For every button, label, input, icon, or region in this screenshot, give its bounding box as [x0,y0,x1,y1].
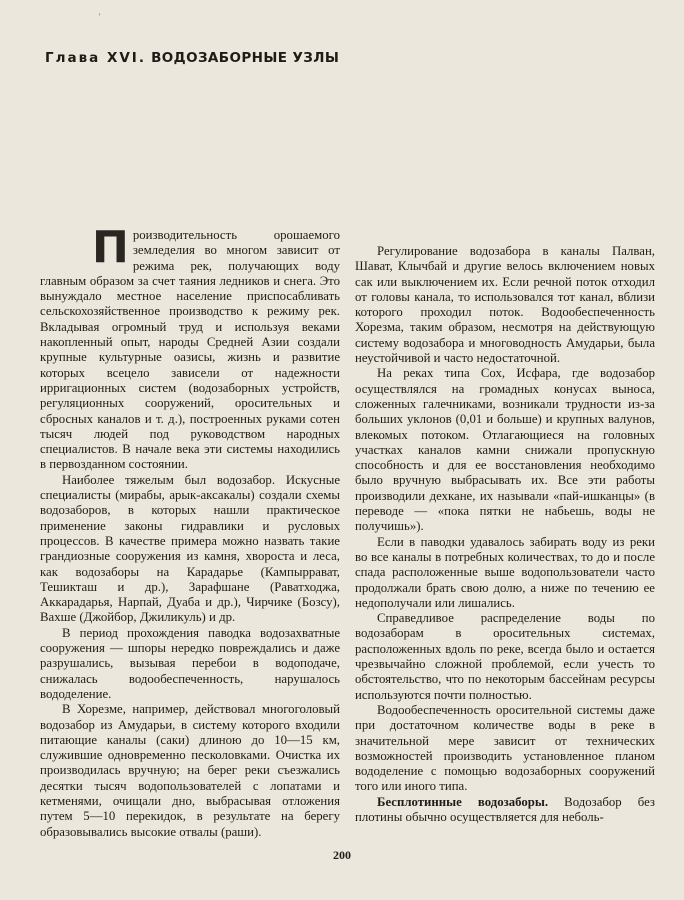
left-column [40,222,340,840]
paragraph: Справедливое распределение воды по водозаборам в оросительных системах, расположенных вдоль по реке, всегда было и остается чрезвычайно сложной проблемой, если учесть то обстоятельство, что по некоторым бассейнам ресурсы используются почти полностью. [355,611,655,702]
paragraph: Если в паводки удавалось забирать воду из реки во все каналы в потребных количествах, то до и после спада расположенные выше водопользователи часто продолжали брать свою долю, а ниже по течению ее недополучали или лишались. [355,534,655,610]
paragraph-text: Водозабор без плотины обычно осуществляется для неболь- [355,794,655,824]
paragraph: Наиболее тяжелым был водозабор. Искусные специалисты (мирабы, арык-аксакалы) создали схемы водозаборов, в которых нашли практическое применение законы гидравлики и русловых процессов. В качестве примера можно назвать такие грандиозные сооружения из камня, хвороста и леса, как водозаборы на Карадарье (Кампыррават, Тешикташ и др.), Зарафшане (Раватходжа, Аккарадарья, Нарпай, Дуаба и др.), Чирчике (Бозсу), Вахше (Джойбор, Джиликуль) и др. [40,472,340,625]
chapter-label: Глава XVI. [45,50,146,66]
chapter-title: ВОДОЗАБОРНЫЕ УЗЛЫ [151,50,340,66]
paragraph: На реках типа Сох, Исфара, где водозабор осуществлялся на громадных конусах выноса, сложенных галечниками, возникали трудности из-за больших уклонов (0,01 и больше) и крупных валунов, влекомых потоком. Отлагающиеся на головных участках каналов камни снижали пропускную способность и для ее восстановления необходимо было вручную выбрасывать их. Все эти работы производили дехкане, их называли «пай-ишканцы» (в переводе — «пока пятки не набьешь, воды не получишь»). [355,366,655,534]
section-subheading: Бесплотинные водозаборы. [377,794,549,809]
paragraph: Водообеспеченность оросительной системы даже при достаточном количестве воды в реке в значительной мере зависит от технических возможностей производить установленное планом вододеление с помощью водозаборных сооружений того или иного типа. [355,702,655,794]
drop-cap-letter: П [92,222,129,273]
page-number: 200 [333,848,351,862]
right-column [355,244,655,825]
paragraph [355,795,655,826]
paragraph [40,222,340,473]
paragraph: В период прохождения паводка водозахватные сооружения — шпоры нередко повреждались и даже разрушались, вызывая перебои в водоподаче, снижалась водообеспеченность, нарушалось вододеление. [40,625,340,701]
paragraph-text: роизводительность орошаемого земледелия во многом зависит от режима рек, получающих воду главным образом за счет таяния ледников и снега. Это вынуждало местное население приспосабливать сельскохозяйственное производство к режиму рек. Вкладывая огромный труд и используя веками накопленный опыт, народы Средней Азии создали крупные культурные оазисы, жизнь и развитие которых всецело зависели от надежности ирригационных систем (водозаборных устройств, регуляционных сооружений, оросительных и сбросных каналов и т. д.), построенных руками сотен тысяч людей под руководством народных специалистов. В начале века эти системы находились в первозданном состоянии. [40,228,340,472]
paragraph: В Хорезме, например, действовал многоголовый водозабор из Амударьи, в систему которого входили питающие каналы (саки) длиною до 10—15 км, служившие одновременно песколовками. Очистка их производилась вручную; на берег реки съезжались десятки тысяч водопользователей с лопатами и кетменями, очищали дно, выбрасывая отложения путем 5—10 перекидок, в результате на берегу образовывались высокие отвалы (раши). [40,702,340,839]
chapter-heading [45,50,339,66]
corner-mark: ' [99,12,101,21]
paragraph: Регулирование водозабора в каналы Палван, Шават, Клычбай и другие велось включением новых сак или выключением их. Если речной поток отходил от головы канала, то использовался тот канал, вблизи которого проходил поток. Водообеспеченность Хорезма, таким образом, несмотря на действующую систему водозабора и многоводность Амударьи, была неустойчивой и часто недостаточной. [355,244,655,366]
